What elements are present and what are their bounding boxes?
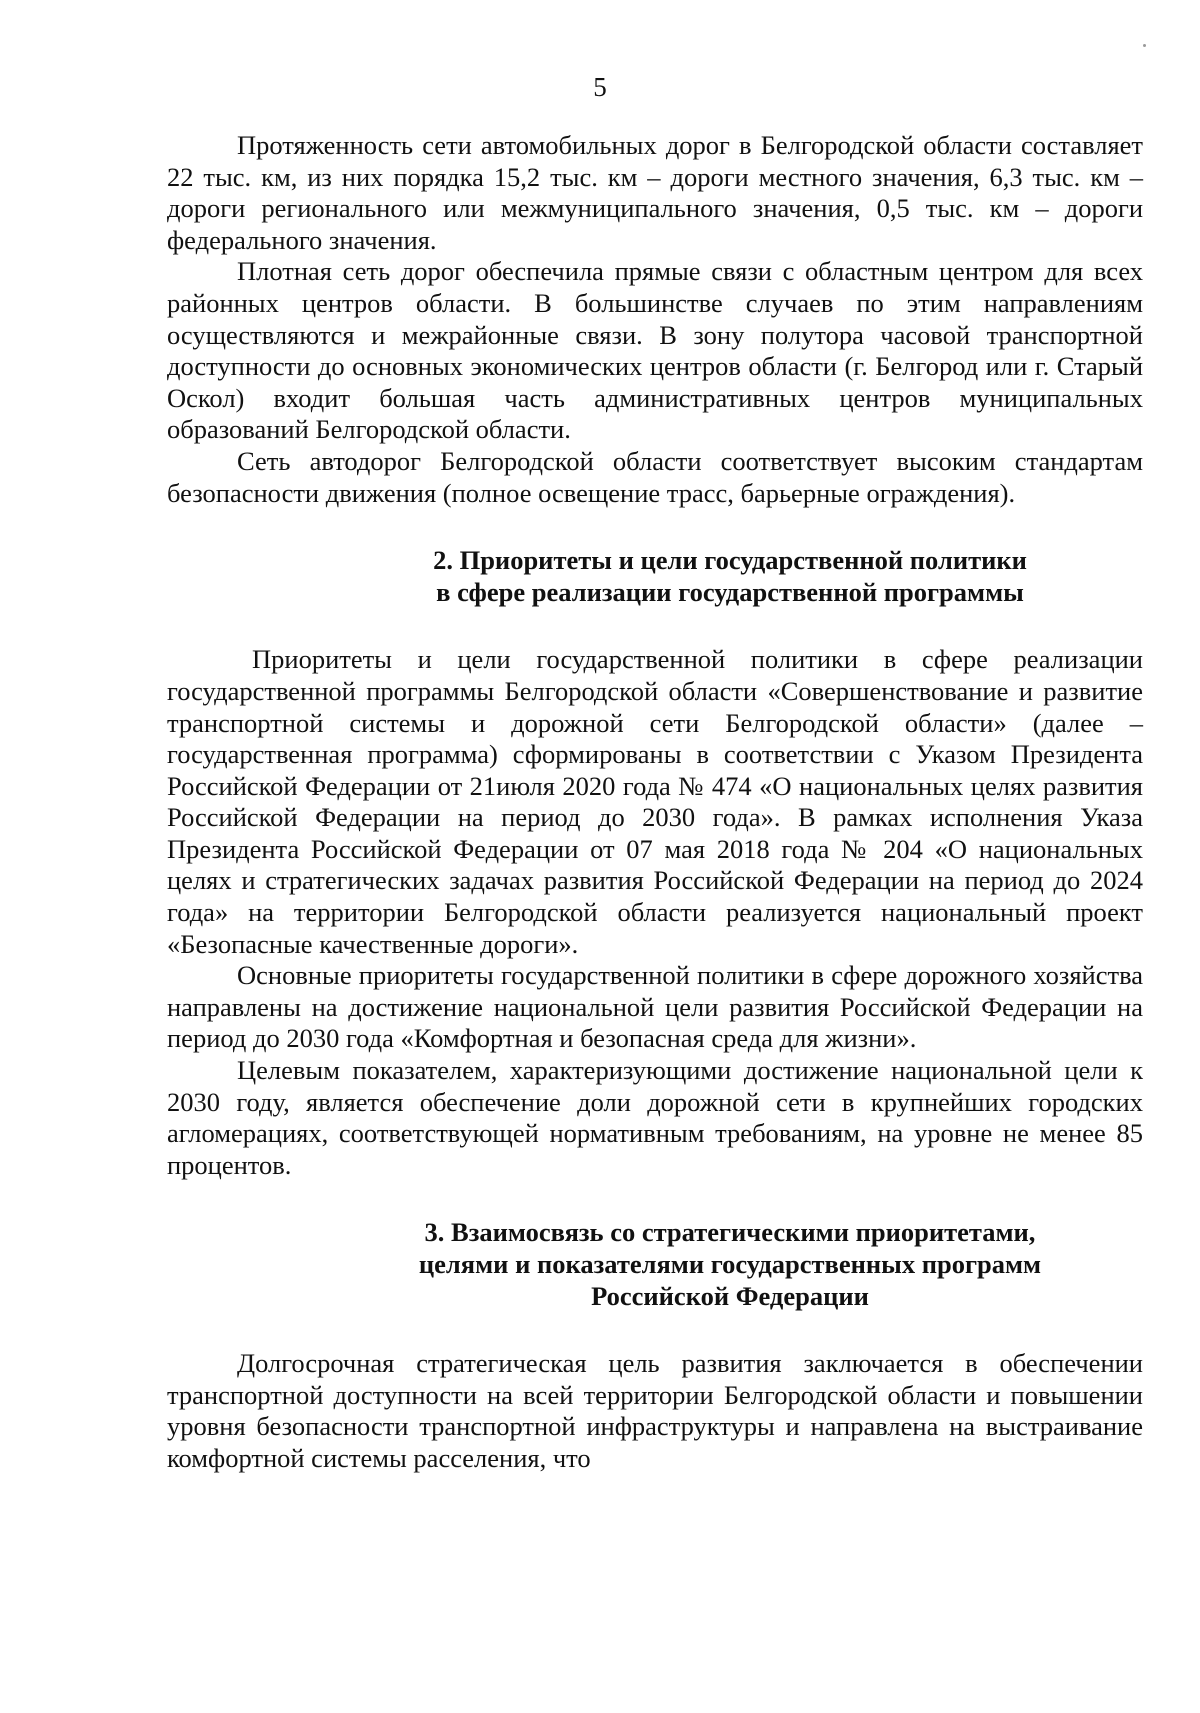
section2-heading-line-2: в сфере реализации государственной программы xyxy=(436,576,1024,607)
section3-paragraph-1: Долгосрочная стратегическая цель развития заключается в обеспечении транспортной доступности на всей территории Белгородской области и повышении уровня безопасности транспортной инфраструктуры и направлена на выстраивание комфортной системы расселения, что xyxy=(167,1348,1143,1473)
section3-heading xyxy=(167,1217,1143,1312)
section2-paragraph-1: Приоритеты и цели государственной политики в сфере реализации государственной программы Белгородской области «Совершенствование и развитие транспортной системы и дорожной сети Белгородской области» (далее – государственная программа) сформированы в соответствии с Указом Президента Российской Федерации от 21июля 2020 года № 474 «О национальных целях развития Российской Федерации на период до 2030 года». В рамках исполнения Указа Президента Российской Федерации от 07 мая 2018 года № 204 «О национальных целях и стратегических задачах развития Российской Федерации на период до 2024 года» на территории Белгородской области реализуется национальный проект «Безопасные качественные дороги». xyxy=(167,644,1143,959)
section3-heading-line-3: Российской Федерации xyxy=(591,1280,869,1311)
section1-paragraph-1: Протяженность сети автомобильных дорог в Белгородской области составляет 22 тыс. км, из них порядка 15,2 тыс. км – дороги местного значения, 6,3 тыс. км – дороги регионального или межмуниципального значения, 0,5 тыс. км – дороги федерального значения. xyxy=(167,130,1143,255)
spacer xyxy=(167,608,1143,644)
section2-paragraph-3: Целевым показателем, характеризующими достижение национальной цели к 2030 году, является обеспечение доли дорожной сети в крупнейших городских агломерациях, соответствующей нормативным требованиям, на уровне не менее 85 процентов. xyxy=(167,1055,1143,1180)
page-number: 5 xyxy=(593,72,607,102)
scan-speck xyxy=(1143,44,1146,47)
section2-heading xyxy=(167,545,1143,608)
section3-heading-line-1: 3. Взаимосвязь со стратегическими приоритетами, xyxy=(424,1217,1036,1248)
spacer xyxy=(167,509,1143,545)
spacer xyxy=(167,1312,1143,1348)
section2-paragraph-2: Основные приоритеты государственной политики в сфере дорожного хозяйства направлены на достижение национальной цели развития Российской Федерации на период до 2030 года «Комфортная и безопасная среда для жизни». xyxy=(167,960,1143,1054)
section1-paragraph-2: Плотная сеть дорог обеспечила прямые связи с областным центром для всех районных центров области. В большинстве случаев по этим направлениям осуществляются и межрайонные связи. В зону полутора часовой транспортной доступности до основных экономических центров области (г. Белгород или г. Старый Оскол) входит большая часть административных центров муниципальных образований Белгородской области. xyxy=(167,256,1143,445)
section3-heading-line-2: целями и показателями государственных программ xyxy=(418,1249,1042,1279)
document-body xyxy=(167,130,1143,1475)
section1-paragraph-3: Сеть автодорог Белгородской области соответствует высоким стандартам безопасности движения (полное освещение трасс, барьерные ограждения). xyxy=(167,445,1143,508)
spacer xyxy=(167,1181,1143,1217)
section2-heading-line-1: 2. Приоритеты и цели государственной политики xyxy=(433,545,1027,576)
